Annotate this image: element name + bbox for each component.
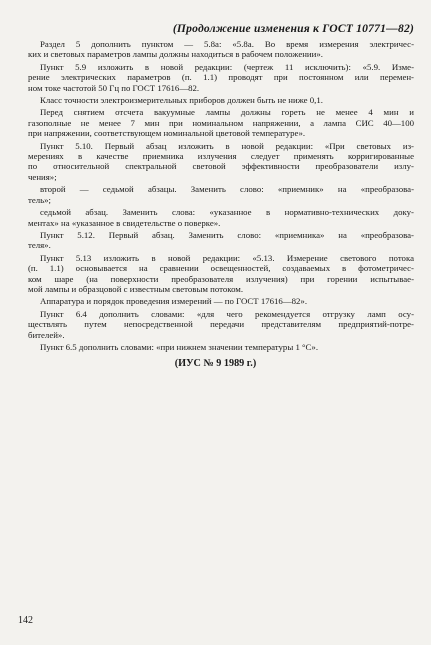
text-line: ном токе частотой 50 Гц по ГОСТ 17616—82. — [28, 82, 200, 93]
text-line: Пункт 5.13 изложить в новой редакции: «5.13. Измерение светового потока — [40, 252, 414, 263]
text-line: газополные не менее 7 мин при номинальном напряжении, а лампа СИС 40—100 — [28, 117, 414, 128]
text-line: мерениях в качестве приемника излучения следует применять корригированные — [28, 151, 414, 162]
text-line: Класс точности электроизмерительных приборов должен быть не ниже 0,1. — [40, 95, 323, 106]
paragraph — [28, 141, 414, 183]
text-line: седьмой абзац. Заменить слова: «указанное в нормативно-технических доку- — [40, 207, 414, 218]
text-line: Пункт 6.4 дополнить словами: «для чего рекомендуется отгрузку ламп осу- — [40, 308, 414, 319]
paragraph — [28, 309, 414, 340]
text-line: при напряжении, соответствующем номинальной цветовой температуре». — [28, 128, 306, 139]
page-number: 142 — [18, 615, 33, 626]
paragraph — [28, 207, 414, 228]
paragraph — [28, 39, 414, 60]
text-line: (п. 1.1) основывается на сравнении освещенностей, создаваемых в фотометричес- — [28, 263, 414, 274]
paragraph — [28, 253, 414, 295]
paragraph — [28, 62, 414, 93]
text-line: ментах» на «указанное в свидетельстве о поверке». — [28, 217, 221, 228]
paragraph — [28, 95, 414, 105]
text-line: второй — седьмой абзацы. Заменить слово: «приемник» на «преобразова- — [40, 184, 414, 195]
text-line: ком шаре (на поверхности преобразователя излучения) при горении испытывае- — [28, 273, 414, 284]
continuation-header: (Продолжение изменения к ГОСТ 10771—82) — [172, 22, 414, 35]
text-line: Пункт 5.12. Первый абзац. Заменить слово: «приемника» на «преобразова- — [40, 229, 414, 240]
text-line: Пункт 6.5 дополнить словами: «при нижнем значении температуры 1 °С». — [40, 341, 319, 352]
text-line: ких и световых параметров лампы должны находиться в рабочем положении». — [28, 49, 323, 60]
text-line: Раздел 5 дополнить пунктом — 5.8а: «5.8а. Во время измерения электричес- — [40, 39, 414, 49]
ius-reference: (ИУС № 9 1989 г.) — [174, 358, 257, 369]
paragraph — [28, 230, 414, 251]
text-line: мой лампы и образцовой с известным световым потоком. — [28, 283, 244, 294]
text-line: Перед снятием отсчета вакуумные лампы должны гореть не менее 4 мин и — [40, 107, 414, 118]
text-line: рение электрических параметров (п. 1.1) проводят при постоянном или перемен- — [28, 72, 414, 83]
text-line: по относительной спектральной световой эффективности преобразователи излу- — [28, 161, 414, 172]
text-line: Аппаратура и порядок проведения измерений — по ГОСТ 17616—82». — [40, 296, 308, 307]
paragraph — [28, 107, 414, 138]
text-line: теля». — [28, 240, 51, 251]
text-line: Пункт 5.9 изложить в новой редакции: (чертеж 11 исключить): «5.9. Изме- — [40, 61, 414, 72]
paragraph — [28, 342, 414, 352]
text-line: Пункт 5.10. Первый абзац изложить в новой редакции: «При световых из- — [40, 140, 414, 151]
text-line: тель»; — [28, 194, 51, 205]
paragraph — [28, 184, 414, 205]
text-line: бителей». — [28, 329, 65, 340]
paragraph — [28, 296, 414, 306]
text-line: чения»; — [28, 171, 57, 182]
amendment-text — [28, 39, 414, 352]
text-line: ществлять путем непосредственной передачи представителям предприятий-потре- — [28, 319, 414, 330]
